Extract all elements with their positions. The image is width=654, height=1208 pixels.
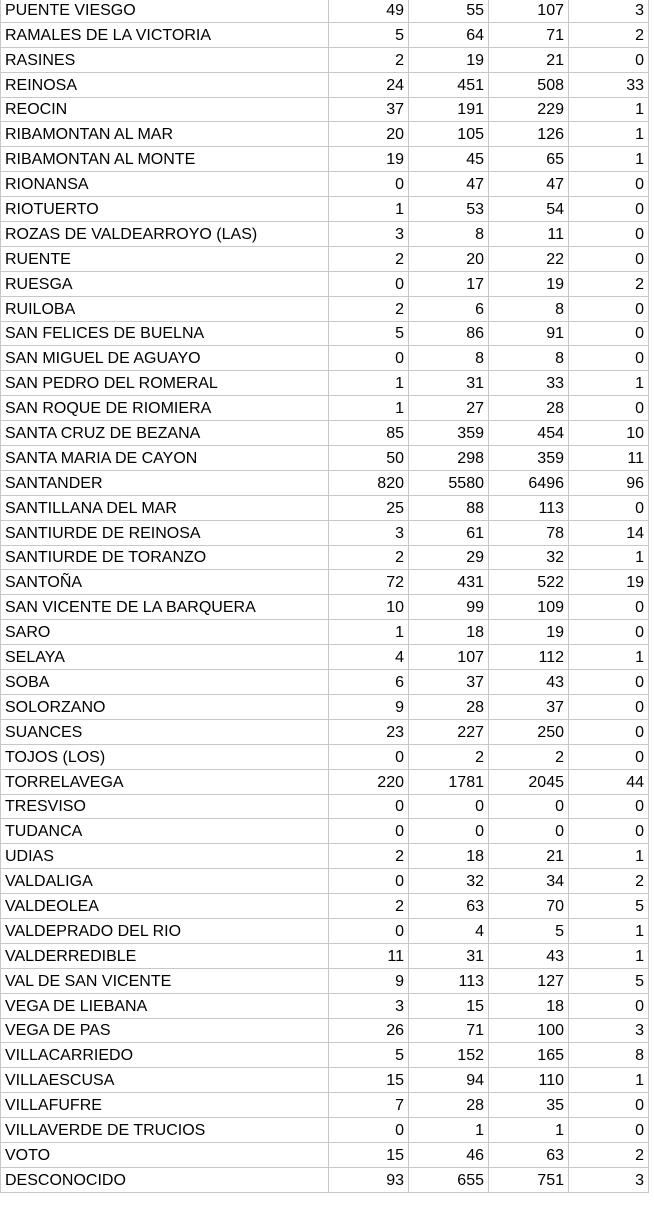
- municipality-cell[interactable]: UDIAS: [1, 844, 329, 869]
- municipality-cell[interactable]: SAN PEDRO DEL ROMERAL: [1, 371, 329, 396]
- value-cell[interactable]: 2: [329, 894, 409, 919]
- value-cell[interactable]: 0: [489, 794, 569, 819]
- table-row[interactable]: [1, 72, 649, 97]
- value-cell[interactable]: 43: [489, 670, 569, 695]
- value-cell[interactable]: 21: [489, 47, 569, 72]
- value-cell[interactable]: 4: [329, 645, 409, 670]
- table-row[interactable]: [1, 421, 649, 446]
- value-cell[interactable]: 2: [489, 744, 569, 769]
- table-row[interactable]: [1, 122, 649, 147]
- value-cell[interactable]: 522: [489, 570, 569, 595]
- value-cell[interactable]: 23: [329, 719, 409, 744]
- value-cell[interactable]: 24: [329, 72, 409, 97]
- value-cell[interactable]: 1: [329, 620, 409, 645]
- value-cell[interactable]: 37: [329, 97, 409, 122]
- value-cell[interactable]: 107: [409, 645, 489, 670]
- municipality-cell[interactable]: VILLAFUFRE: [1, 1093, 329, 1118]
- table-row[interactable]: [1, 1118, 649, 1143]
- table-row[interactable]: [1, 470, 649, 495]
- value-cell[interactable]: 5: [329, 321, 409, 346]
- municipality-cell[interactable]: VEGA DE PAS: [1, 1018, 329, 1043]
- value-cell[interactable]: 1: [569, 122, 649, 147]
- value-cell[interactable]: 0: [569, 719, 649, 744]
- value-cell[interactable]: 1: [569, 918, 649, 943]
- table-row[interactable]: [1, 918, 649, 943]
- municipality-cell[interactable]: VEGA DE LIEBANA: [1, 993, 329, 1018]
- value-cell[interactable]: 0: [569, 47, 649, 72]
- table-row[interactable]: [1, 769, 649, 794]
- value-cell[interactable]: 8: [569, 1043, 649, 1068]
- table-row[interactable]: [1, 246, 649, 271]
- value-cell[interactable]: 71: [489, 22, 569, 47]
- table-row[interactable]: [1, 97, 649, 122]
- table-row[interactable]: [1, 595, 649, 620]
- value-cell[interactable]: 2: [329, 47, 409, 72]
- value-cell[interactable]: 49: [329, 0, 409, 22]
- value-cell[interactable]: 47: [409, 172, 489, 197]
- value-cell[interactable]: 31: [409, 371, 489, 396]
- value-cell[interactable]: 1: [569, 147, 649, 172]
- value-cell[interactable]: 20: [409, 246, 489, 271]
- value-cell[interactable]: 105: [409, 122, 489, 147]
- value-cell[interactable]: 5: [569, 968, 649, 993]
- municipality-cell[interactable]: SANTA MARIA DE CAYON: [1, 446, 329, 471]
- value-cell[interactable]: 9: [329, 694, 409, 719]
- municipality-cell[interactable]: TOJOS (LOS): [1, 744, 329, 769]
- value-cell[interactable]: 152: [409, 1043, 489, 1068]
- value-cell[interactable]: 0: [329, 819, 409, 844]
- value-cell[interactable]: 8: [489, 296, 569, 321]
- municipality-cell[interactable]: VALDALIGA: [1, 869, 329, 894]
- municipality-cell[interactable]: ROZAS DE VALDEARROYO (LAS): [1, 222, 329, 247]
- value-cell[interactable]: 50: [329, 446, 409, 471]
- value-cell[interactable]: 14: [569, 520, 649, 545]
- table-row[interactable]: [1, 794, 649, 819]
- municipality-cell[interactable]: SOLORZANO: [1, 694, 329, 719]
- value-cell[interactable]: 72: [329, 570, 409, 595]
- value-cell[interactable]: 15: [409, 993, 489, 1018]
- municipality-cell[interactable]: SAN ROQUE DE RIOMIERA: [1, 396, 329, 421]
- municipality-cell[interactable]: SAN MIGUEL DE AGUAYO: [1, 346, 329, 371]
- value-cell[interactable]: 2: [569, 22, 649, 47]
- table-row[interactable]: [1, 371, 649, 396]
- value-cell[interactable]: 3: [329, 993, 409, 1018]
- municipality-cell[interactable]: VOTO: [1, 1142, 329, 1167]
- table-row[interactable]: [1, 147, 649, 172]
- value-cell[interactable]: 0: [569, 744, 649, 769]
- value-cell[interactable]: 86: [409, 321, 489, 346]
- value-cell[interactable]: 0: [569, 346, 649, 371]
- table-row[interactable]: [1, 869, 649, 894]
- value-cell[interactable]: 28: [409, 1093, 489, 1118]
- value-cell[interactable]: 19: [329, 147, 409, 172]
- table-body: [1, 0, 649, 1192]
- value-cell[interactable]: 0: [329, 869, 409, 894]
- value-cell[interactable]: 107: [489, 0, 569, 22]
- value-cell[interactable]: 63: [409, 894, 489, 919]
- value-cell[interactable]: 2: [329, 296, 409, 321]
- value-cell[interactable]: 451: [409, 72, 489, 97]
- value-cell[interactable]: 113: [489, 495, 569, 520]
- value-cell[interactable]: 1: [569, 1068, 649, 1093]
- value-cell[interactable]: 0: [569, 396, 649, 421]
- municipality-cell[interactable]: VAL DE SAN VICENTE: [1, 968, 329, 993]
- municipality-cell[interactable]: SOBA: [1, 670, 329, 695]
- value-cell[interactable]: 0: [329, 172, 409, 197]
- value-cell[interactable]: 71: [409, 1018, 489, 1043]
- municipality-cell[interactable]: SAN VICENTE DE LA BARQUERA: [1, 595, 329, 620]
- municipality-cell[interactable]: SUANCES: [1, 719, 329, 744]
- value-cell[interactable]: 1781: [409, 769, 489, 794]
- table-row[interactable]: [1, 271, 649, 296]
- value-cell[interactable]: 28: [409, 694, 489, 719]
- value-cell[interactable]: 1: [329, 197, 409, 222]
- municipality-cell[interactable]: SANTA CRUZ DE BEZANA: [1, 421, 329, 446]
- value-cell[interactable]: 655: [409, 1167, 489, 1192]
- table-row[interactable]: [1, 197, 649, 222]
- value-cell[interactable]: 820: [329, 470, 409, 495]
- municipality-cell[interactable]: PUENTE VIESGO: [1, 0, 329, 22]
- value-cell[interactable]: 2: [569, 1142, 649, 1167]
- value-cell[interactable]: 0: [569, 1118, 649, 1143]
- value-cell[interactable]: 31: [409, 943, 489, 968]
- table-row[interactable]: [1, 222, 649, 247]
- value-cell[interactable]: 88: [409, 495, 489, 520]
- municipality-cell[interactable]: VILLAESCUSA: [1, 1068, 329, 1093]
- municipality-cell[interactable]: SARO: [1, 620, 329, 645]
- value-cell[interactable]: 0: [569, 620, 649, 645]
- value-cell[interactable]: 21: [489, 844, 569, 869]
- municipality-cell[interactable]: VILLACARRIEDO: [1, 1043, 329, 1068]
- value-cell[interactable]: 33: [489, 371, 569, 396]
- value-cell[interactable]: 9: [329, 968, 409, 993]
- value-cell[interactable]: 1: [329, 396, 409, 421]
- table-row[interactable]: [1, 1167, 649, 1192]
- value-cell[interactable]: 93: [329, 1167, 409, 1192]
- value-cell[interactable]: 47: [489, 172, 569, 197]
- value-cell[interactable]: 1: [409, 1118, 489, 1143]
- value-cell[interactable]: 0: [569, 222, 649, 247]
- table-row[interactable]: [1, 694, 649, 719]
- municipality-cell[interactable]: TRESVISO: [1, 794, 329, 819]
- value-cell[interactable]: 227: [409, 719, 489, 744]
- table-row[interactable]: [1, 894, 649, 919]
- municipality-cell[interactable]: RASINES: [1, 47, 329, 72]
- value-cell[interactable]: 1: [569, 545, 649, 570]
- municipality-cell[interactable]: TUDANCA: [1, 819, 329, 844]
- value-cell[interactable]: 191: [409, 97, 489, 122]
- table-row[interactable]: [1, 396, 649, 421]
- value-cell[interactable]: 127: [489, 968, 569, 993]
- value-cell[interactable]: 100: [489, 1018, 569, 1043]
- value-cell[interactable]: 19: [569, 570, 649, 595]
- table-row[interactable]: [1, 1018, 649, 1043]
- value-cell[interactable]: 18: [489, 993, 569, 1018]
- value-cell[interactable]: 2045: [489, 769, 569, 794]
- value-cell[interactable]: 1: [569, 844, 649, 869]
- table-row[interactable]: [1, 943, 649, 968]
- municipality-cell[interactable]: SANTIURDE DE REINOSA: [1, 520, 329, 545]
- value-cell[interactable]: 0: [329, 271, 409, 296]
- value-cell[interactable]: 0: [569, 694, 649, 719]
- table-row[interactable]: [1, 819, 649, 844]
- table-row[interactable]: [1, 1068, 649, 1093]
- value-cell[interactable]: 0: [569, 670, 649, 695]
- municipality-cell[interactable]: RAMALES DE LA VICTORIA: [1, 22, 329, 47]
- value-cell[interactable]: 508: [489, 72, 569, 97]
- value-cell[interactable]: 0: [329, 1118, 409, 1143]
- value-cell[interactable]: 6: [409, 296, 489, 321]
- value-cell[interactable]: 18: [409, 620, 489, 645]
- value-cell[interactable]: 0: [569, 495, 649, 520]
- table-row[interactable]: [1, 22, 649, 47]
- value-cell[interactable]: 43: [489, 943, 569, 968]
- value-cell[interactable]: 94: [409, 1068, 489, 1093]
- value-cell[interactable]: 63: [489, 1142, 569, 1167]
- table-row[interactable]: [1, 620, 649, 645]
- value-cell[interactable]: 3: [569, 1167, 649, 1192]
- value-cell[interactable]: 15: [329, 1142, 409, 1167]
- value-cell[interactable]: 0: [569, 794, 649, 819]
- value-cell[interactable]: 5: [489, 918, 569, 943]
- value-cell[interactable]: 0: [569, 819, 649, 844]
- value-cell[interactable]: 17: [409, 271, 489, 296]
- value-cell[interactable]: 2: [329, 246, 409, 271]
- value-cell[interactable]: 165: [489, 1043, 569, 1068]
- table-row[interactable]: [1, 844, 649, 869]
- value-cell[interactable]: 19: [409, 47, 489, 72]
- value-cell[interactable]: 64: [409, 22, 489, 47]
- value-cell[interactable]: 55: [409, 0, 489, 22]
- value-cell[interactable]: 2: [409, 744, 489, 769]
- value-cell[interactable]: 0: [489, 819, 569, 844]
- municipality-cell[interactable]: VALDEOLEA: [1, 894, 329, 919]
- value-cell[interactable]: 3: [329, 222, 409, 247]
- value-cell[interactable]: 5: [329, 1043, 409, 1068]
- table-row[interactable]: [1, 719, 649, 744]
- table-row[interactable]: [1, 545, 649, 570]
- table-row[interactable]: [1, 346, 649, 371]
- table-row[interactable]: [1, 1043, 649, 1068]
- table-row[interactable]: [1, 172, 649, 197]
- municipality-cell[interactable]: RIOTUERTO: [1, 197, 329, 222]
- value-cell[interactable]: 110: [489, 1068, 569, 1093]
- value-cell[interactable]: 454: [489, 421, 569, 446]
- value-cell[interactable]: 25: [329, 495, 409, 520]
- value-cell[interactable]: 54: [489, 197, 569, 222]
- table-row[interactable]: [1, 0, 649, 22]
- value-cell[interactable]: 0: [569, 993, 649, 1018]
- table-row[interactable]: [1, 495, 649, 520]
- value-cell[interactable]: 1: [489, 1118, 569, 1143]
- value-cell[interactable]: 112: [489, 645, 569, 670]
- value-cell[interactable]: 3: [569, 0, 649, 22]
- value-cell[interactable]: 359: [489, 446, 569, 471]
- value-cell[interactable]: 32: [409, 869, 489, 894]
- value-cell[interactable]: 0: [569, 1093, 649, 1118]
- value-cell[interactable]: 0: [569, 246, 649, 271]
- value-cell[interactable]: 53: [409, 197, 489, 222]
- value-cell[interactable]: 3: [569, 1018, 649, 1043]
- value-cell[interactable]: 10: [329, 595, 409, 620]
- municipality-cell[interactable]: SANTIURDE DE TORANZO: [1, 545, 329, 570]
- value-cell[interactable]: 26: [329, 1018, 409, 1043]
- value-cell[interactable]: 91: [489, 321, 569, 346]
- value-cell[interactable]: 4: [409, 918, 489, 943]
- value-cell[interactable]: 0: [569, 197, 649, 222]
- value-cell[interactable]: 113: [409, 968, 489, 993]
- value-cell[interactable]: 15: [329, 1068, 409, 1093]
- table-row[interactable]: [1, 1093, 649, 1118]
- value-cell[interactable]: 2: [329, 844, 409, 869]
- value-cell[interactable]: 99: [409, 595, 489, 620]
- value-cell[interactable]: 78: [489, 520, 569, 545]
- value-cell[interactable]: 5: [569, 894, 649, 919]
- value-cell[interactable]: 61: [409, 520, 489, 545]
- value-cell[interactable]: 32: [489, 545, 569, 570]
- value-cell[interactable]: 37: [409, 670, 489, 695]
- value-cell[interactable]: 2: [329, 545, 409, 570]
- table-row[interactable]: [1, 446, 649, 471]
- value-cell[interactable]: 46: [409, 1142, 489, 1167]
- municipality-cell[interactable]: VALDERREDIBLE: [1, 943, 329, 968]
- table-row[interactable]: [1, 520, 649, 545]
- municipality-cell[interactable]: SANTILLANA DEL MAR: [1, 495, 329, 520]
- value-cell[interactable]: 44: [569, 769, 649, 794]
- value-cell[interactable]: 33: [569, 72, 649, 97]
- value-cell[interactable]: 2: [569, 869, 649, 894]
- value-cell[interactable]: 0: [569, 321, 649, 346]
- municipality-cell[interactable]: RUENTE: [1, 246, 329, 271]
- value-cell[interactable]: 0: [329, 918, 409, 943]
- table-row[interactable]: [1, 296, 649, 321]
- value-cell[interactable]: 19: [489, 620, 569, 645]
- value-cell[interactable]: 45: [409, 147, 489, 172]
- value-cell[interactable]: 0: [329, 794, 409, 819]
- municipality-cell[interactable]: TORRELAVEGA: [1, 769, 329, 794]
- value-cell[interactable]: 34: [489, 869, 569, 894]
- table-row[interactable]: [1, 1142, 649, 1167]
- value-cell[interactable]: 298: [409, 446, 489, 471]
- municipality-cell[interactable]: REINOSA: [1, 72, 329, 97]
- value-cell[interactable]: 0: [329, 346, 409, 371]
- value-cell[interactable]: 0: [569, 595, 649, 620]
- municipality-cell[interactable]: RIONANSA: [1, 172, 329, 197]
- table-row[interactable]: [1, 645, 649, 670]
- value-cell[interactable]: 18: [409, 844, 489, 869]
- municipality-cell[interactable]: DESCONOCIDO: [1, 1167, 329, 1192]
- municipality-cell[interactable]: VALDEPRADO DEL RIO: [1, 918, 329, 943]
- value-cell[interactable]: 11: [489, 222, 569, 247]
- value-cell[interactable]: 229: [489, 97, 569, 122]
- table-row[interactable]: [1, 570, 649, 595]
- value-cell[interactable]: 27: [409, 396, 489, 421]
- value-cell[interactable]: 3: [329, 520, 409, 545]
- value-cell[interactable]: 8: [409, 222, 489, 247]
- value-cell[interactable]: 1: [569, 645, 649, 670]
- value-cell[interactable]: 0: [329, 744, 409, 769]
- value-cell[interactable]: 22: [489, 246, 569, 271]
- value-cell[interactable]: 250: [489, 719, 569, 744]
- value-cell[interactable]: 10: [569, 421, 649, 446]
- value-cell[interactable]: 0: [569, 296, 649, 321]
- value-cell[interactable]: 0: [409, 819, 489, 844]
- value-cell[interactable]: 5580: [409, 470, 489, 495]
- value-cell[interactable]: 19: [489, 271, 569, 296]
- municipality-cell[interactable]: RUILOBA: [1, 296, 329, 321]
- value-cell[interactable]: 37: [489, 694, 569, 719]
- municipality-cell[interactable]: RIBAMONTAN AL MONTE: [1, 147, 329, 172]
- value-cell[interactable]: 70: [489, 894, 569, 919]
- value-cell[interactable]: 109: [489, 595, 569, 620]
- value-cell[interactable]: 29: [409, 545, 489, 570]
- value-cell[interactable]: 431: [409, 570, 489, 595]
- value-cell[interactable]: 126: [489, 122, 569, 147]
- value-cell[interactable]: 2: [569, 271, 649, 296]
- table-row[interactable]: [1, 968, 649, 993]
- value-cell[interactable]: 359: [409, 421, 489, 446]
- value-cell[interactable]: 1: [569, 371, 649, 396]
- municipality-cell[interactable]: VILLAVERDE DE TRUCIOS: [1, 1118, 329, 1143]
- table-row[interactable]: [1, 744, 649, 769]
- value-cell[interactable]: 0: [409, 794, 489, 819]
- value-cell[interactable]: 85: [329, 421, 409, 446]
- table-row[interactable]: [1, 670, 649, 695]
- municipality-cell[interactable]: REOCIN: [1, 97, 329, 122]
- municipality-cell[interactable]: RIBAMONTAN AL MAR: [1, 122, 329, 147]
- value-cell[interactable]: 5: [329, 22, 409, 47]
- value-cell[interactable]: 11: [569, 446, 649, 471]
- value-cell[interactable]: 35: [489, 1093, 569, 1118]
- municipality-cell[interactable]: RUESGA: [1, 271, 329, 296]
- municipality-cell[interactable]: SAN FELICES DE BUELNA: [1, 321, 329, 346]
- value-cell[interactable]: 1: [329, 371, 409, 396]
- value-cell[interactable]: 8: [409, 346, 489, 371]
- value-cell[interactable]: 28: [489, 396, 569, 421]
- table-row[interactable]: [1, 47, 649, 72]
- value-cell[interactable]: 65: [489, 147, 569, 172]
- municipality-cell[interactable]: SANTANDER: [1, 470, 329, 495]
- table-row[interactable]: [1, 321, 649, 346]
- value-cell[interactable]: 0: [569, 172, 649, 197]
- value-cell[interactable]: 11: [329, 943, 409, 968]
- municipality-cell[interactable]: SANTOÑA: [1, 570, 329, 595]
- value-cell[interactable]: 7: [329, 1093, 409, 1118]
- municipality-cell[interactable]: SELAYA: [1, 645, 329, 670]
- value-cell[interactable]: 1: [569, 97, 649, 122]
- value-cell[interactable]: 6496: [489, 470, 569, 495]
- value-cell[interactable]: 20: [329, 122, 409, 147]
- value-cell[interactable]: 220: [329, 769, 409, 794]
- value-cell[interactable]: 96: [569, 470, 649, 495]
- value-cell[interactable]: 751: [489, 1167, 569, 1192]
- table-row[interactable]: [1, 993, 649, 1018]
- value-cell[interactable]: 6: [329, 670, 409, 695]
- value-cell[interactable]: 1: [569, 943, 649, 968]
- value-cell[interactable]: 8: [489, 346, 569, 371]
